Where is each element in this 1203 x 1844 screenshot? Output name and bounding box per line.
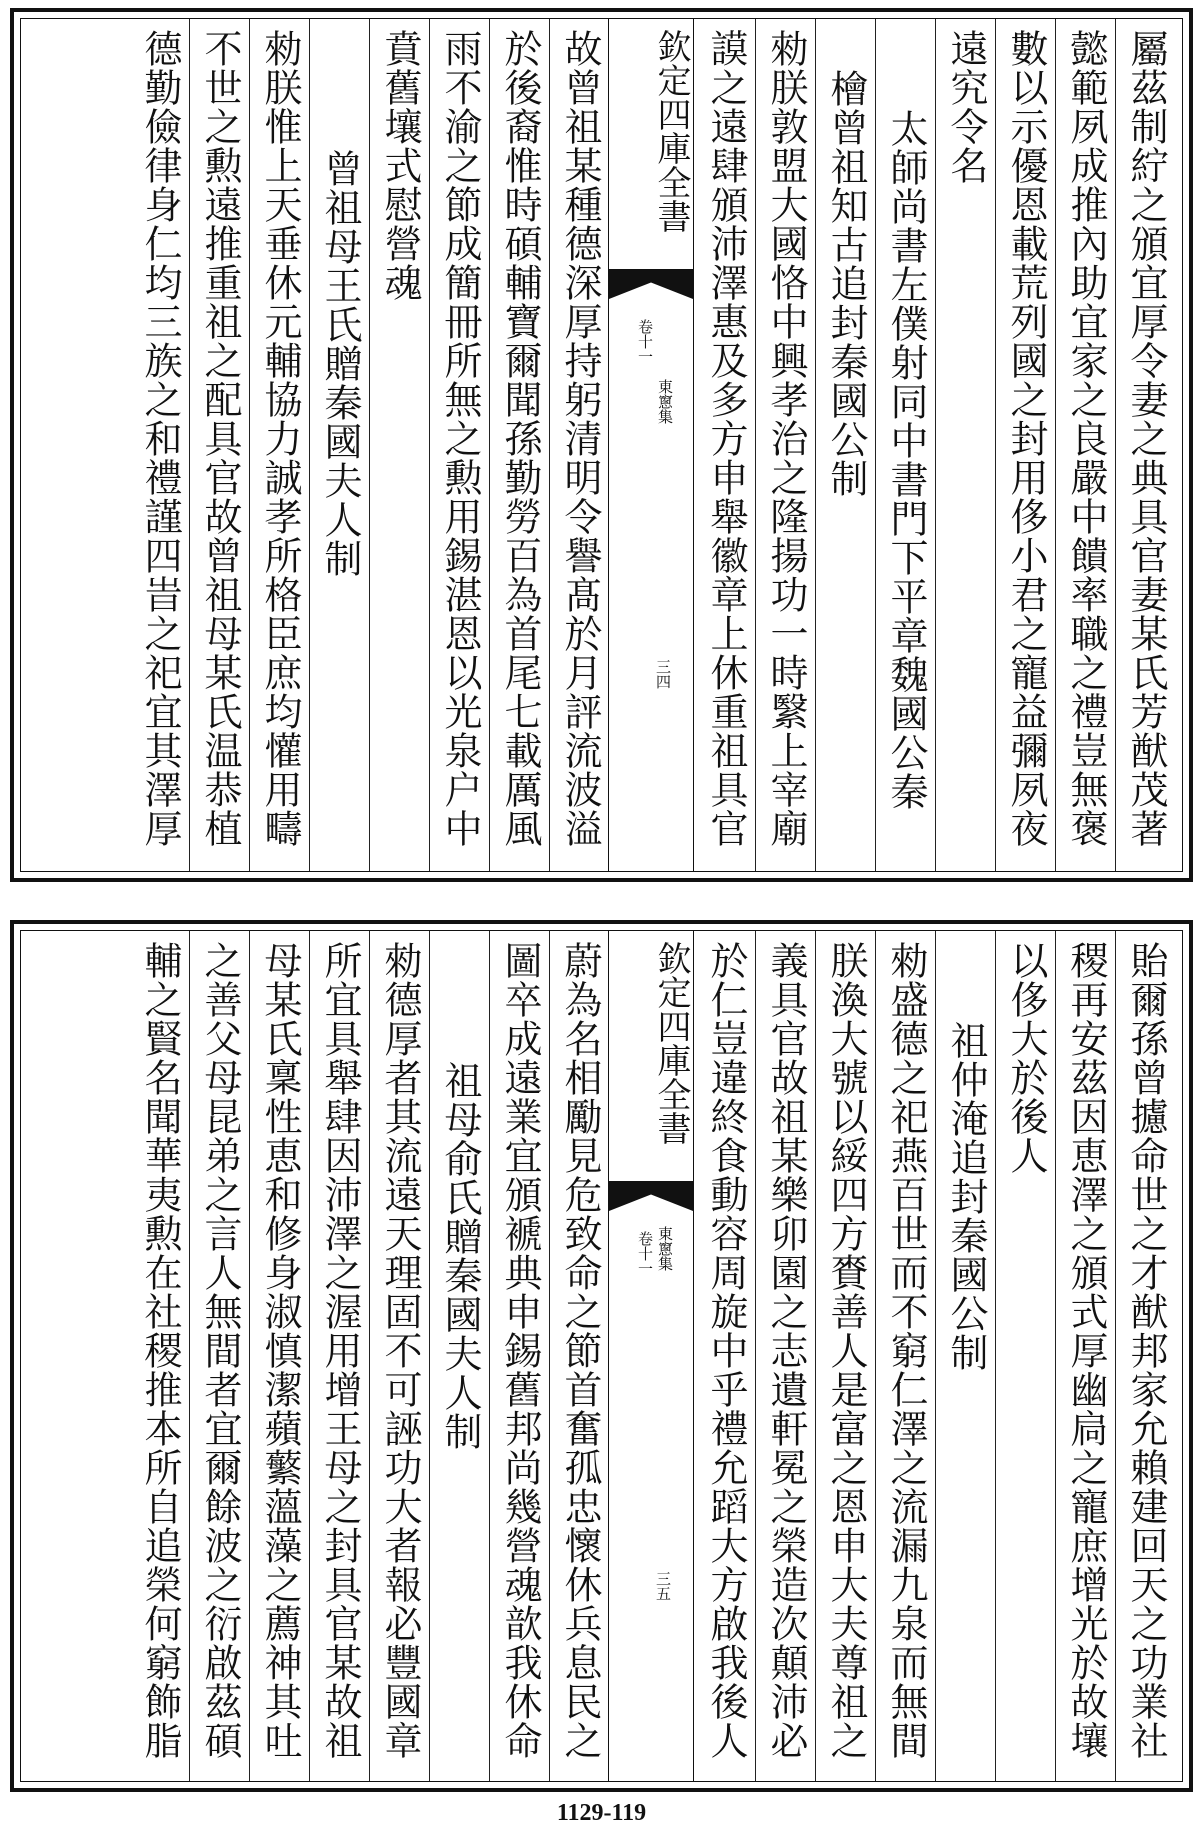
- column-rule: [489, 931, 490, 1781]
- text-column: 以侈大於後人: [1004, 941, 1048, 1175]
- column-rule: [755, 931, 756, 1781]
- text-column: 賁舊壤式慰營魂: [378, 29, 422, 302]
- column-rule: [875, 19, 876, 871]
- column-rule: [249, 931, 250, 1781]
- text-column: 所宜具舉肆因沛澤之渥用增王母之封具官某故祖: [318, 941, 362, 1760]
- heading-column: 曾祖母王氏贈秦國夫人制: [318, 149, 362, 578]
- text-column: 不世之勲遠推重祖之配具官故曾祖母某氏温恭植: [198, 29, 242, 848]
- leaf-number: 三四: [654, 659, 672, 689]
- column-rule: [815, 19, 816, 871]
- text-column: 母某氏稟性恵和修身淑慎潔蘋蘩薀藻之薦神其吐: [258, 941, 302, 1760]
- heading-column: 祖仲淹追封秦國公制: [944, 1021, 988, 1372]
- column-rule: [189, 19, 190, 871]
- column-rule: [935, 19, 936, 871]
- chapter-label: 卷十一: [636, 1231, 654, 1276]
- collection-label: 東窻集: [656, 379, 674, 424]
- column-rule: [995, 19, 996, 871]
- text-column: 雨不渝之節成簡冊所無之勲用錫湛恩以光泉户中: [438, 29, 482, 848]
- upper-leaf-frame: [20, 18, 1183, 872]
- column-rule: [309, 931, 310, 1781]
- text-column: 懿範夙成推內助宜家之良嚴中饋率職之禮豈無褒: [1064, 29, 1108, 848]
- fishtail-mark: [609, 269, 693, 299]
- text-column: 之善父母昆弟之言人無間者宜爾餘波之衍啟茲碩: [198, 941, 242, 1760]
- text-column: 德勤儉律身仁均三族之和禮謹四旹之祀宜其澤厚: [138, 29, 182, 848]
- column-rule: [429, 931, 430, 1781]
- column-rule: [549, 931, 550, 1781]
- text-column: 遠究令名: [944, 29, 988, 185]
- book-title: 欽定四庫全書: [651, 29, 691, 233]
- column-rule: [995, 931, 996, 1781]
- page-number-footer: 1129-119: [556, 1800, 647, 1826]
- text-column: 蔚為名相勵見危致命之節首奮孤忠懷休兵息民之: [558, 941, 602, 1760]
- lower-leaf-frame: [20, 930, 1183, 1782]
- column-rule: [309, 19, 310, 871]
- text-column: 屬茲制紵之頒宜厚令妻之典具官妻某氏芳猷茂著: [1124, 29, 1168, 848]
- text-column: 朕渙大號以綏四方賚善人是富之恩申大夫尊祖之: [824, 941, 868, 1760]
- heading-column: 祖母俞氏贈秦國夫人制: [438, 1061, 482, 1451]
- column-rule: [1055, 19, 1056, 871]
- center-fold: [608, 19, 694, 871]
- lower-leaf: [10, 920, 1193, 1792]
- text-column: 勑朕敦盟大國恪中興孝治之隆揚功一時繄上宰廟: [764, 29, 808, 848]
- leaf-number: 三五: [654, 1571, 672, 1601]
- column-rule: [815, 931, 816, 1781]
- collection-label: 東窻集: [656, 1226, 674, 1271]
- column-rule: [1115, 19, 1116, 871]
- column-rule: [489, 19, 490, 871]
- fishtail-mark: [609, 1181, 693, 1211]
- text-column: 勑德厚者其流遠天理固不可誣功大者報必豐國章: [378, 941, 422, 1760]
- column-rule: [369, 931, 370, 1781]
- text-column: 勑朕惟上天垂休元輔協力誠孝所格臣庶均懽用疇: [258, 29, 302, 848]
- column-rule: [189, 931, 190, 1781]
- text-column: 圖卒成遠業宜頒褫典申錫舊邦尚幾營魂歆我休命: [498, 941, 542, 1760]
- text-column: 輔之賢名聞華夷勲在社稷推本所自追榮何窮飾脂: [138, 941, 182, 1760]
- column-rule: [549, 19, 550, 871]
- text-column: 貽爾孫曾攄命世之才猷邦家允賴建回天之功業社: [1124, 941, 1168, 1760]
- heading-column: 太師尚書左僕射同中書門下平章魏國公秦: [884, 109, 928, 811]
- text-column: 故曾祖某種德深厚持躬清明令譽髙於月評流波溢: [558, 29, 602, 848]
- column-rule: [1055, 931, 1056, 1781]
- column-rule: [249, 19, 250, 871]
- text-column: 數以示優恩載荒列國之封用侈小君之寵益彌夙夜: [1004, 29, 1048, 848]
- upper-leaf: [10, 8, 1193, 882]
- text-column: 勑盛德之祀燕百世而不窮仁澤之流漏九泉而無間: [884, 941, 928, 1760]
- column-rule: [755, 19, 756, 871]
- text-column: 於後裔惟時碩輔寶爾聞孫勤勞百為首尾七載厲風: [498, 29, 542, 848]
- text-column: 謨之遠肆頒沛澤惠及多方申舉徽章上休重祖具官: [704, 29, 748, 848]
- center-fold: [608, 931, 694, 1781]
- column-rule: [935, 931, 936, 1781]
- column-rule: [875, 931, 876, 1781]
- text-column: 於仁豈違終食動容周旋中乎禮允蹈大方啟我後人: [704, 941, 748, 1760]
- text-column: 義具官故祖某樂卯園之志遺軒冕之榮造次顛沛必: [764, 941, 808, 1760]
- chapter-label: 卷十一: [636, 319, 654, 364]
- book-title: 欽定四庫全書: [651, 941, 691, 1145]
- heading-column: 檜曾祖知古追封秦國公制: [824, 69, 868, 498]
- column-rule: [369, 19, 370, 871]
- text-column: 稷再安茲因恵澤之頒式厚幽扃之寵庶增光於故壤: [1064, 941, 1108, 1760]
- column-rule: [429, 19, 430, 871]
- column-rule: [1115, 931, 1116, 1781]
